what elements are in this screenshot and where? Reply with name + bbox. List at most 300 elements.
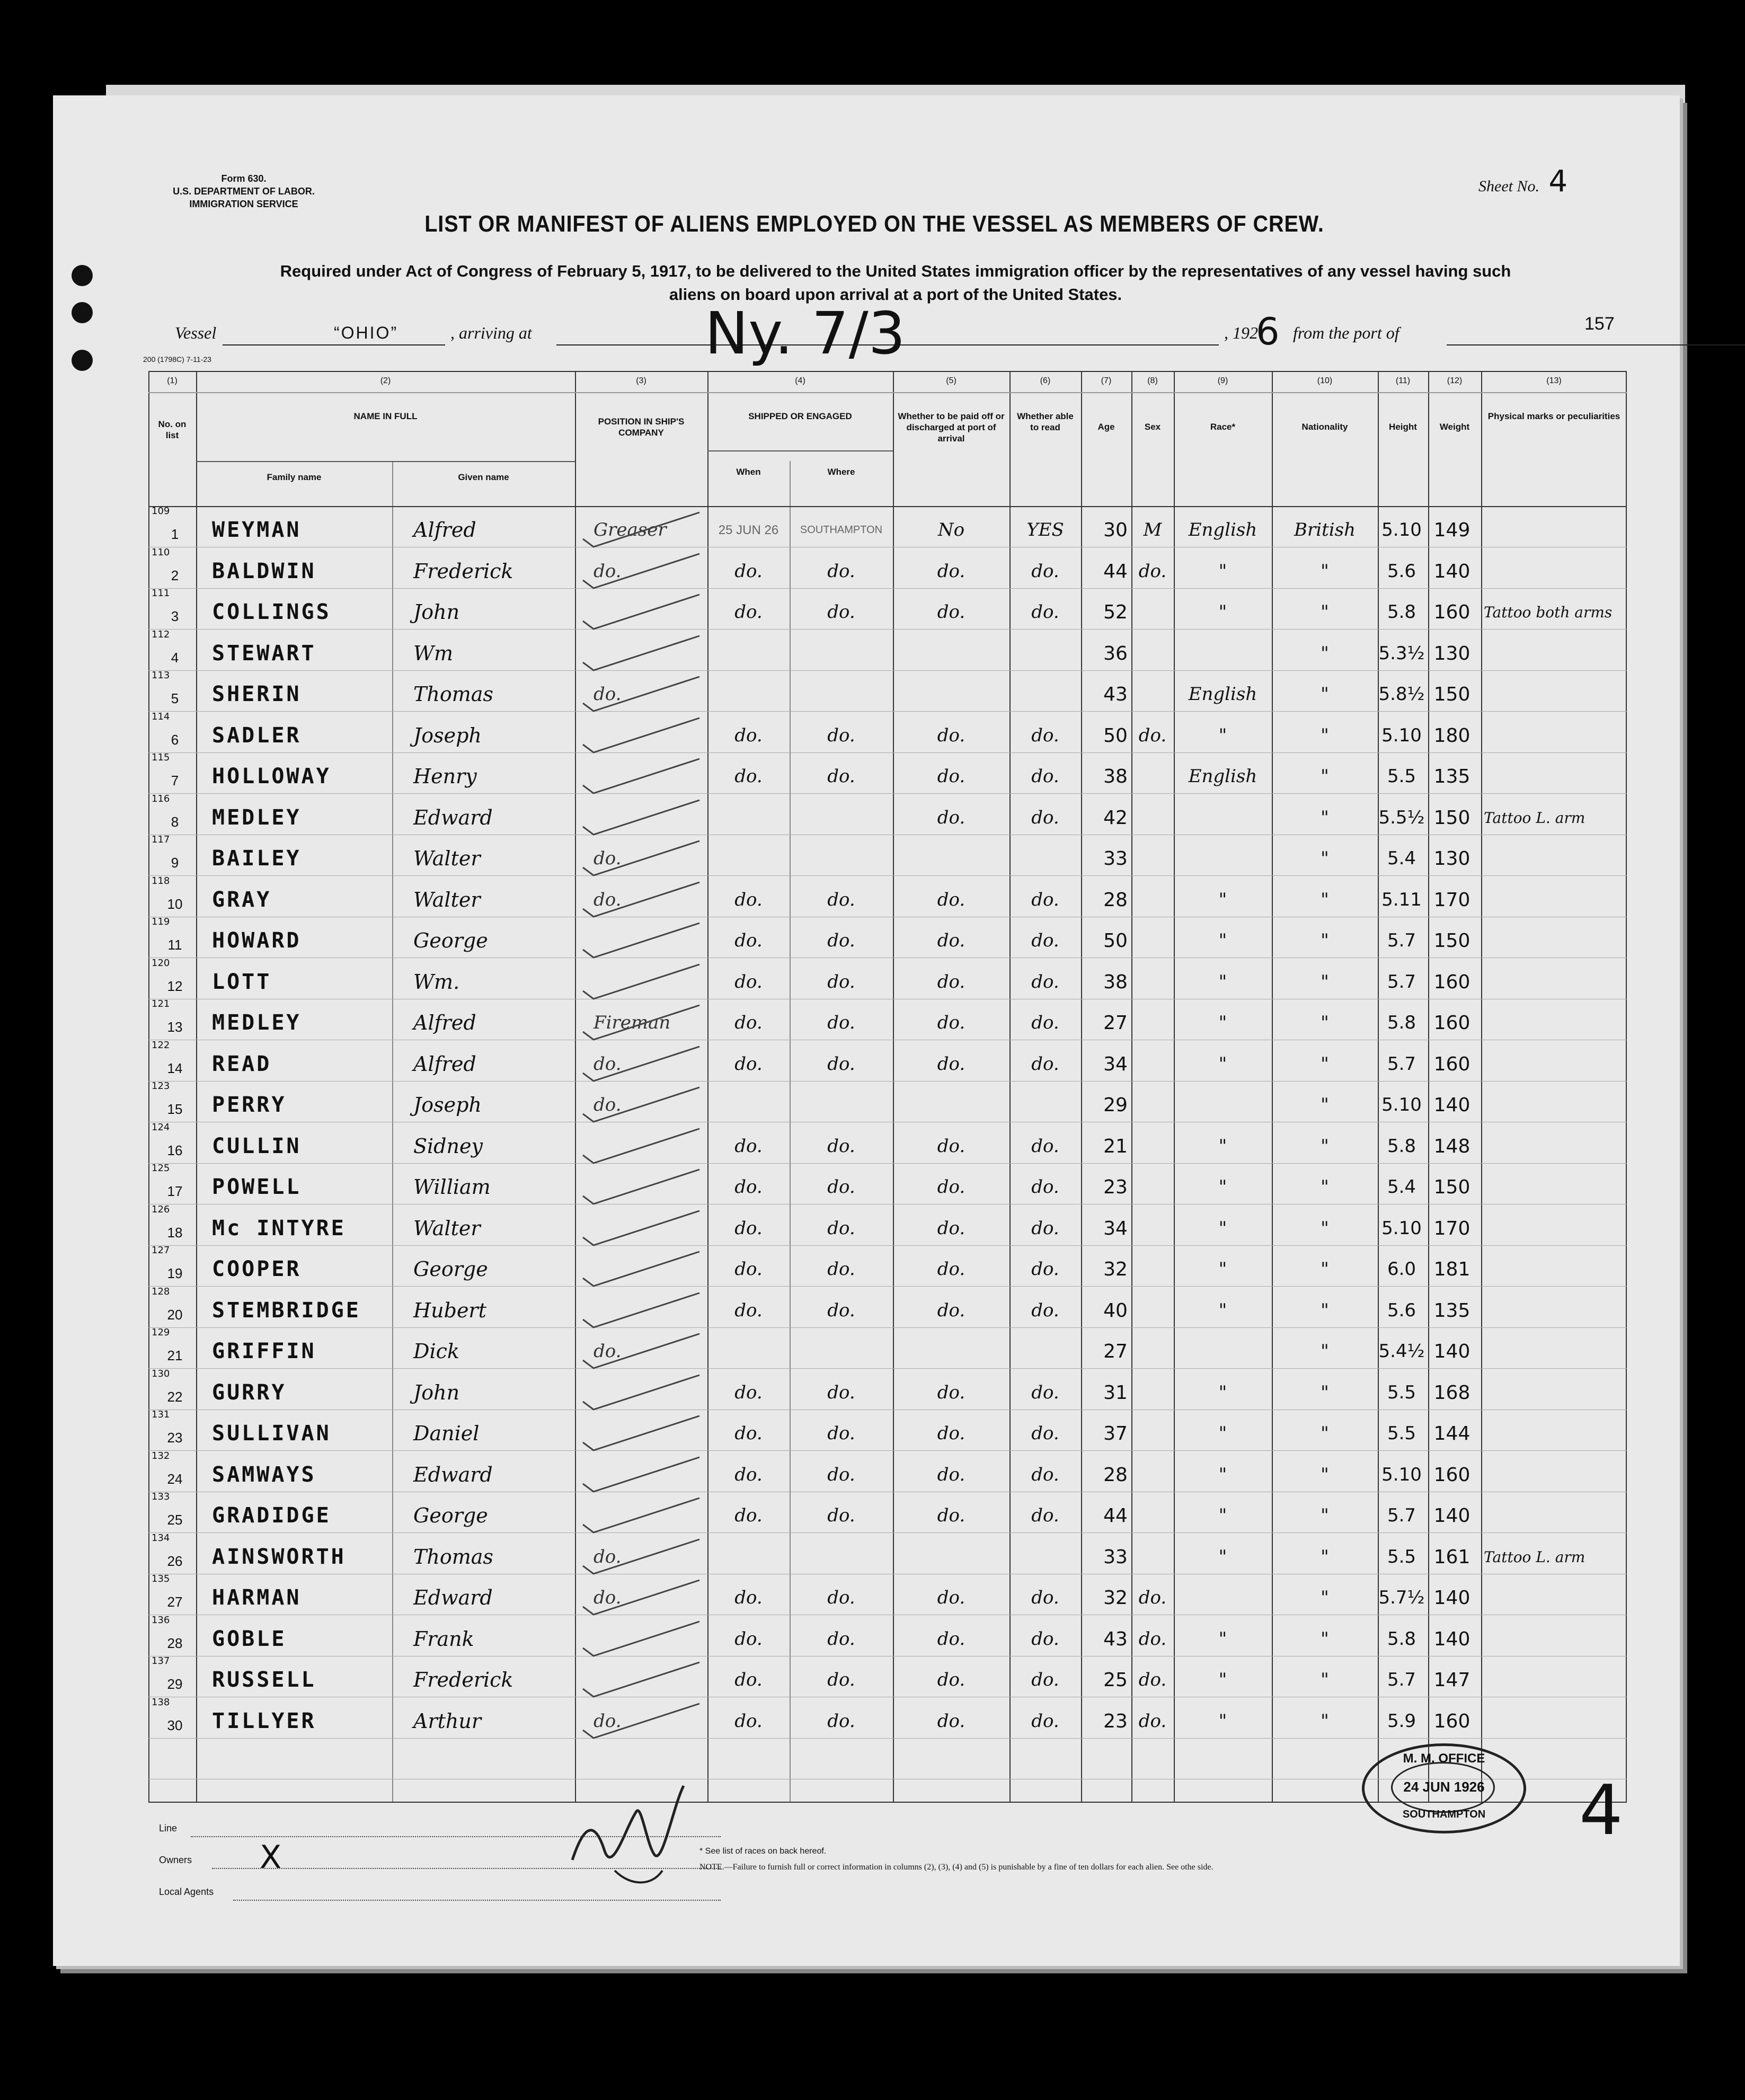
check-mark-icon bbox=[578, 1495, 705, 1538]
paid-off bbox=[893, 1085, 1009, 1126]
nationality: " bbox=[1321, 642, 1329, 664]
age: 21 bbox=[1103, 1135, 1128, 1157]
position: do. bbox=[594, 848, 622, 869]
service: IMMIGRATION SERVICE bbox=[189, 199, 298, 209]
height: 5.3½ bbox=[1378, 642, 1425, 664]
col-header-where: Where bbox=[827, 467, 855, 477]
race bbox=[1174, 798, 1272, 838]
manifest-table bbox=[148, 371, 1627, 1802]
shipped-when bbox=[707, 838, 790, 879]
nationality: " bbox=[1321, 1464, 1329, 1485]
weight: 181 bbox=[1433, 1259, 1471, 1280]
sex bbox=[1131, 1167, 1174, 1208]
row-index-note: 125 bbox=[152, 1163, 170, 1174]
table-row bbox=[148, 546, 1627, 592]
paid-off: do. bbox=[937, 1135, 965, 1157]
family-name: SAMWAYS bbox=[212, 1462, 316, 1487]
given-name: Hubert bbox=[413, 1298, 486, 1322]
weight: 160 bbox=[1433, 971, 1471, 993]
shipped-when: do. bbox=[734, 1628, 763, 1650]
row-number: 4 bbox=[171, 649, 179, 666]
nationality: " bbox=[1321, 1217, 1329, 1239]
arriving-label: , arriving at bbox=[450, 323, 532, 342]
check-mark-icon bbox=[578, 1660, 705, 1702]
sex: do. bbox=[1138, 560, 1167, 582]
table-row bbox=[148, 1245, 1627, 1290]
nationality: " bbox=[1321, 1259, 1329, 1280]
col-header-sex: Sex bbox=[1144, 422, 1161, 432]
nationality: " bbox=[1321, 930, 1329, 951]
physical-marks: Tattoo L. arm bbox=[1484, 1548, 1585, 1566]
race: " bbox=[1218, 1628, 1227, 1650]
paid-off: do. bbox=[937, 1628, 965, 1650]
header-divider bbox=[707, 450, 893, 451]
sex bbox=[1131, 1249, 1174, 1290]
check-mark-icon bbox=[578, 1578, 705, 1620]
shipped-where: do. bbox=[827, 1587, 855, 1608]
family-name: STEWART bbox=[212, 641, 316, 666]
family-name: SHERIN bbox=[212, 682, 302, 706]
row-index-note: 126 bbox=[152, 1203, 170, 1215]
height: 5.5 bbox=[1387, 1423, 1416, 1444]
footer-line-label: Line bbox=[159, 1823, 178, 1833]
paid-off: No bbox=[937, 519, 965, 540]
weight: 160 bbox=[1433, 1710, 1471, 1732]
race bbox=[1174, 1085, 1272, 1126]
able-to-read: do. bbox=[1031, 724, 1059, 746]
shipped-where bbox=[790, 1085, 893, 1126]
given-name: Frederick bbox=[413, 1668, 513, 1691]
shipped-where: do. bbox=[827, 766, 855, 787]
sex bbox=[1131, 1044, 1174, 1085]
sex: do. bbox=[1138, 1628, 1167, 1650]
col-header-height: Height bbox=[1389, 422, 1417, 432]
year-prefix: , 192 bbox=[1224, 323, 1258, 342]
family-name: GURRY bbox=[212, 1380, 287, 1405]
check-mark-icon bbox=[578, 1701, 705, 1743]
check-mark-icon bbox=[578, 674, 705, 716]
race: " bbox=[1218, 1381, 1227, 1403]
shipped-when bbox=[707, 633, 790, 674]
given-name: George bbox=[413, 1257, 488, 1281]
nationality: " bbox=[1321, 724, 1329, 746]
able-to-read bbox=[1009, 1085, 1081, 1126]
table-row bbox=[148, 711, 1627, 756]
row-number: 19 bbox=[167, 1265, 183, 1281]
row-number: 12 bbox=[167, 978, 183, 994]
race bbox=[1174, 838, 1272, 879]
family-name: COOPER bbox=[212, 1257, 302, 1281]
paid-off: do. bbox=[937, 807, 965, 828]
col-header-weight: Weight bbox=[1439, 422, 1470, 432]
col-header-shipped: SHIPPED OR ENGAGED bbox=[748, 411, 852, 421]
weight: 144 bbox=[1433, 1423, 1471, 1445]
able-to-read: YES bbox=[1026, 519, 1064, 540]
weight: 150 bbox=[1433, 684, 1471, 705]
col-header-paid-off: Whether to be paid off or discharged at port of arrival bbox=[898, 411, 1005, 444]
table-row bbox=[148, 916, 1627, 961]
age: 50 bbox=[1103, 930, 1128, 952]
col-header-age: Age bbox=[1097, 422, 1115, 432]
row-index-note: 135 bbox=[152, 1573, 170, 1584]
height: 5.4 bbox=[1387, 848, 1416, 869]
family-name: GRAY bbox=[212, 887, 272, 912]
height: 5.8 bbox=[1387, 601, 1416, 623]
vessel-name: “OHIO” bbox=[334, 323, 398, 342]
age: 28 bbox=[1103, 889, 1128, 911]
age: 44 bbox=[1103, 1505, 1128, 1527]
shipped-when: do. bbox=[734, 889, 763, 910]
sex: do. bbox=[1138, 724, 1167, 746]
height: 5.9 bbox=[1387, 1710, 1416, 1732]
shipped-when: do. bbox=[734, 1012, 763, 1033]
underline bbox=[1447, 344, 1745, 345]
shipped-where: do. bbox=[827, 971, 855, 993]
table-row bbox=[148, 1696, 1627, 1742]
row-index-note: 127 bbox=[152, 1245, 170, 1256]
shipped-where: do. bbox=[827, 1381, 855, 1403]
sex bbox=[1131, 674, 1174, 715]
paid-off: do. bbox=[937, 1259, 965, 1280]
col-number: (8) bbox=[1147, 376, 1158, 385]
sex: M bbox=[1143, 519, 1162, 540]
row-index-note: 138 bbox=[152, 1696, 170, 1708]
given-name: John bbox=[413, 600, 460, 624]
form-header bbox=[164, 172, 323, 210]
check-mark-icon bbox=[578, 551, 705, 593]
check-mark-icon bbox=[578, 920, 705, 963]
check-mark-icon bbox=[578, 838, 705, 881]
height: 5.10 bbox=[1381, 724, 1422, 746]
able-to-read bbox=[1009, 674, 1081, 715]
height: 5.7 bbox=[1387, 1053, 1416, 1075]
family-name: READ bbox=[212, 1051, 272, 1076]
age: 33 bbox=[1103, 848, 1128, 870]
col-header-no: No. on list bbox=[158, 419, 187, 440]
weight: 140 bbox=[1433, 1505, 1471, 1527]
weight: 147 bbox=[1433, 1669, 1471, 1691]
able-to-read: do. bbox=[1031, 1053, 1059, 1075]
check-mark-icon bbox=[578, 1537, 705, 1579]
age: 23 bbox=[1103, 1710, 1128, 1732]
weight: 130 bbox=[1433, 642, 1471, 664]
family-name: MEDLEY bbox=[212, 1011, 302, 1035]
shipped-when: do. bbox=[734, 1423, 763, 1444]
sex bbox=[1131, 880, 1174, 920]
check-mark-icon bbox=[578, 1167, 705, 1209]
race: " bbox=[1218, 1135, 1227, 1157]
row-index-note: 115 bbox=[152, 752, 170, 763]
age: 40 bbox=[1103, 1299, 1128, 1322]
stamp-top: M. M. OFFICE bbox=[1403, 1751, 1485, 1766]
col-number: (1) bbox=[167, 376, 178, 385]
nationality: " bbox=[1321, 1587, 1329, 1608]
col-number: (3) bbox=[636, 376, 646, 385]
able-to-read: do. bbox=[1031, 1299, 1059, 1321]
weight: 160 bbox=[1433, 1012, 1471, 1034]
paid-off: do. bbox=[937, 1587, 965, 1608]
given-name: William bbox=[413, 1175, 491, 1199]
weight: 150 bbox=[1433, 807, 1471, 829]
table-row bbox=[148, 752, 1627, 797]
check-mark-icon bbox=[578, 1003, 705, 1045]
table-row bbox=[148, 1450, 1627, 1495]
race bbox=[1174, 1578, 1272, 1618]
weight: 140 bbox=[1433, 1341, 1471, 1362]
able-to-read: do. bbox=[1031, 1464, 1059, 1485]
table-row bbox=[148, 670, 1627, 715]
paid-off bbox=[893, 1537, 1009, 1578]
table-row bbox=[148, 506, 1627, 551]
weight: 160 bbox=[1433, 1464, 1471, 1486]
weight: 180 bbox=[1433, 724, 1471, 747]
nationality: " bbox=[1321, 1546, 1329, 1567]
family-name: GRIFFIN bbox=[212, 1339, 316, 1363]
paid-off: do. bbox=[937, 766, 965, 787]
nationality: " bbox=[1321, 766, 1329, 787]
table-row bbox=[148, 1368, 1627, 1413]
given-name: Wm. bbox=[413, 970, 460, 994]
paid-off: do. bbox=[937, 601, 965, 623]
table-row bbox=[148, 1080, 1627, 1126]
able-to-read: do. bbox=[1031, 889, 1059, 910]
able-to-read bbox=[1009, 633, 1081, 674]
table-row bbox=[148, 998, 1627, 1043]
position: do. bbox=[594, 1546, 622, 1567]
check-mark-icon bbox=[578, 756, 705, 799]
age: 32 bbox=[1103, 1259, 1128, 1280]
given-name: George bbox=[413, 929, 488, 952]
row-index-note: 110 bbox=[152, 546, 170, 558]
paid-off: do. bbox=[937, 1217, 965, 1239]
col-number: (4) bbox=[795, 376, 805, 385]
given-name: Frederick bbox=[413, 559, 513, 583]
position: do. bbox=[594, 560, 622, 582]
age: 27 bbox=[1103, 1012, 1128, 1034]
able-to-read: do. bbox=[1031, 1012, 1059, 1033]
shipped-where: do. bbox=[827, 889, 855, 910]
paid-off: do. bbox=[937, 1505, 965, 1526]
able-to-read: do. bbox=[1031, 1669, 1059, 1690]
age: 43 bbox=[1103, 1628, 1128, 1650]
paid-off: do. bbox=[937, 1669, 965, 1690]
family-name: GRADIDGE bbox=[212, 1503, 331, 1528]
able-to-read: do. bbox=[1031, 1381, 1059, 1403]
shipped-when: do. bbox=[734, 1176, 763, 1198]
family-name: BAILEY bbox=[212, 846, 302, 871]
shipped-where bbox=[790, 674, 893, 715]
able-to-read bbox=[1009, 1331, 1081, 1372]
sheet-no-value: 4 bbox=[1548, 164, 1568, 199]
shipped-where bbox=[790, 1331, 893, 1372]
page-title: LIST OR MANIFEST OF ALIENS EMPLOYED ON THE VESSEL AS MEMBERS OF CREW. bbox=[424, 211, 1324, 237]
age: 34 bbox=[1103, 1053, 1128, 1075]
shipped-where: do. bbox=[827, 930, 855, 951]
shipped-when: do. bbox=[734, 724, 763, 746]
able-to-read bbox=[1009, 1537, 1081, 1578]
shipped-where bbox=[790, 633, 893, 674]
col-header-marks: Physical marks or peculiarities bbox=[1487, 411, 1620, 421]
shipped-where: do. bbox=[827, 1259, 855, 1280]
check-mark-icon bbox=[578, 798, 705, 840]
paid-off bbox=[893, 838, 1009, 879]
nationality: " bbox=[1321, 848, 1329, 869]
col-header-name: NAME IN FULL bbox=[353, 411, 418, 421]
sex bbox=[1131, 1372, 1174, 1413]
weight: 150 bbox=[1433, 930, 1471, 952]
able-to-read: do. bbox=[1031, 1587, 1059, 1608]
row-index-note: 117 bbox=[152, 834, 170, 845]
race: English bbox=[1188, 684, 1257, 705]
stamp-date: 24 JUN 1926 bbox=[1403, 1779, 1485, 1795]
shipped-where bbox=[790, 798, 893, 838]
paid-off: do. bbox=[937, 1464, 965, 1485]
nationality: " bbox=[1321, 1299, 1329, 1321]
height: 5.11 bbox=[1381, 889, 1422, 910]
given-name: Arthur bbox=[413, 1709, 481, 1733]
weight: 135 bbox=[1433, 766, 1471, 787]
sex bbox=[1131, 1455, 1174, 1495]
col-number: (9) bbox=[1217, 376, 1228, 385]
height: 5.5 bbox=[1387, 1546, 1416, 1567]
height: 5.10 bbox=[1381, 1094, 1422, 1115]
table-row bbox=[148, 1491, 1627, 1536]
row-number: 25 bbox=[167, 1512, 183, 1528]
able-to-read bbox=[1009, 838, 1081, 879]
row-index-note: 136 bbox=[152, 1614, 170, 1626]
position: do. bbox=[594, 889, 622, 910]
row-number: 1 bbox=[171, 526, 179, 542]
weight: 130 bbox=[1433, 848, 1471, 870]
race: " bbox=[1218, 1423, 1227, 1444]
check-mark-icon bbox=[578, 1372, 705, 1415]
row-number: 17 bbox=[167, 1183, 183, 1199]
paid-off: do. bbox=[937, 971, 965, 993]
nationality: " bbox=[1321, 889, 1329, 910]
paid-off: do. bbox=[937, 1423, 965, 1444]
table-border bbox=[148, 371, 1627, 372]
height: 5.7 bbox=[1387, 1505, 1416, 1526]
nationality: British bbox=[1294, 519, 1356, 540]
shipped-when: do. bbox=[734, 930, 763, 951]
family-name: SULLIVAN bbox=[212, 1421, 331, 1446]
race: " bbox=[1218, 1217, 1227, 1239]
shipped-when: do. bbox=[734, 971, 763, 993]
sex bbox=[1131, 1208, 1174, 1249]
col-number: (11) bbox=[1395, 376, 1411, 385]
table-row bbox=[148, 834, 1627, 879]
check-mark-icon bbox=[578, 1331, 705, 1374]
race-note: * See list of races on back hereof. bbox=[699, 1847, 827, 1856]
nationality: " bbox=[1321, 1628, 1329, 1650]
nationality: " bbox=[1321, 1135, 1329, 1157]
col-number: (13) bbox=[1546, 376, 1562, 385]
family-name: SADLER bbox=[212, 723, 302, 748]
given-name: Wm bbox=[413, 641, 454, 665]
weight: 149 bbox=[1433, 519, 1471, 541]
row-number: 23 bbox=[167, 1430, 183, 1446]
table-row bbox=[148, 1655, 1627, 1700]
check-mark-icon bbox=[578, 1413, 705, 1456]
given-name: John bbox=[413, 1380, 460, 1404]
nationality: " bbox=[1321, 1669, 1329, 1690]
shipped-when: do. bbox=[734, 1135, 763, 1157]
able-to-read: do. bbox=[1031, 807, 1059, 828]
race: " bbox=[1218, 1176, 1227, 1198]
check-mark-icon bbox=[578, 1085, 705, 1127]
weight: 168 bbox=[1433, 1381, 1471, 1404]
height: 5.7½ bbox=[1378, 1587, 1425, 1608]
row-number: 9 bbox=[171, 855, 179, 871]
shipped-where: SOUTHAMPTON bbox=[800, 524, 883, 536]
given-name: Joseph bbox=[413, 723, 482, 747]
height: 5.7 bbox=[1387, 971, 1416, 993]
nationality: " bbox=[1321, 601, 1329, 623]
row-index-note: 134 bbox=[152, 1532, 170, 1544]
given-name: Thomas bbox=[413, 1545, 493, 1569]
age: 42 bbox=[1103, 807, 1128, 829]
position: do. bbox=[594, 1053, 622, 1075]
footer-agents-label: Local Agents bbox=[159, 1886, 214, 1897]
table-row bbox=[148, 957, 1627, 1003]
able-to-read: do. bbox=[1031, 1710, 1059, 1732]
shipped-when bbox=[707, 1331, 790, 1372]
table-row bbox=[148, 1532, 1627, 1578]
age: 37 bbox=[1103, 1423, 1128, 1445]
row-index-note: 109 bbox=[152, 506, 170, 517]
nationality: " bbox=[1321, 1505, 1329, 1526]
shipped-where: do. bbox=[827, 1299, 855, 1321]
page-code: 157 bbox=[1584, 314, 1615, 334]
given-name: Edward bbox=[413, 1586, 493, 1609]
shipped-when: do. bbox=[734, 1217, 763, 1239]
header-divider bbox=[148, 392, 1627, 393]
row-index-note: 132 bbox=[152, 1450, 170, 1461]
height: 5.5½ bbox=[1378, 807, 1425, 828]
sex bbox=[1131, 798, 1174, 838]
shipped-when: do. bbox=[734, 1710, 763, 1732]
given-name: Dick bbox=[413, 1340, 459, 1363]
sex bbox=[1131, 1331, 1174, 1372]
table-row bbox=[148, 875, 1627, 920]
shipped-where: do. bbox=[827, 724, 855, 746]
signature bbox=[562, 1765, 699, 1902]
position: do. bbox=[594, 1587, 622, 1608]
given-name: Edward bbox=[413, 1463, 493, 1486]
age: 30 bbox=[1103, 519, 1128, 541]
given-name: Henry bbox=[413, 765, 477, 788]
able-to-read: do. bbox=[1031, 766, 1059, 787]
col-header-read: Whether able to read bbox=[1017, 411, 1074, 432]
sex bbox=[1131, 633, 1174, 674]
shipped-when: do. bbox=[734, 1505, 763, 1526]
shipped-when: do. bbox=[734, 560, 763, 582]
shipped-where: do. bbox=[827, 1012, 855, 1033]
underline bbox=[223, 344, 445, 345]
row-index-note: 114 bbox=[152, 711, 170, 722]
height: 5.10 bbox=[1381, 519, 1422, 540]
height: 5.10 bbox=[1381, 1464, 1422, 1485]
physical-marks: Tattoo both arms bbox=[1484, 604, 1613, 621]
shipped-where bbox=[790, 1537, 893, 1578]
weight: 161 bbox=[1433, 1546, 1471, 1568]
subtitle-line: aliens on board upon arrival at a port of the United States. bbox=[669, 285, 1122, 304]
paid-off: do. bbox=[937, 560, 965, 582]
form-code: 200 (1798C) 7-11-23 bbox=[143, 355, 211, 364]
race: " bbox=[1218, 1299, 1227, 1321]
nationality: " bbox=[1321, 684, 1329, 705]
row-index-note: 123 bbox=[152, 1080, 170, 1092]
